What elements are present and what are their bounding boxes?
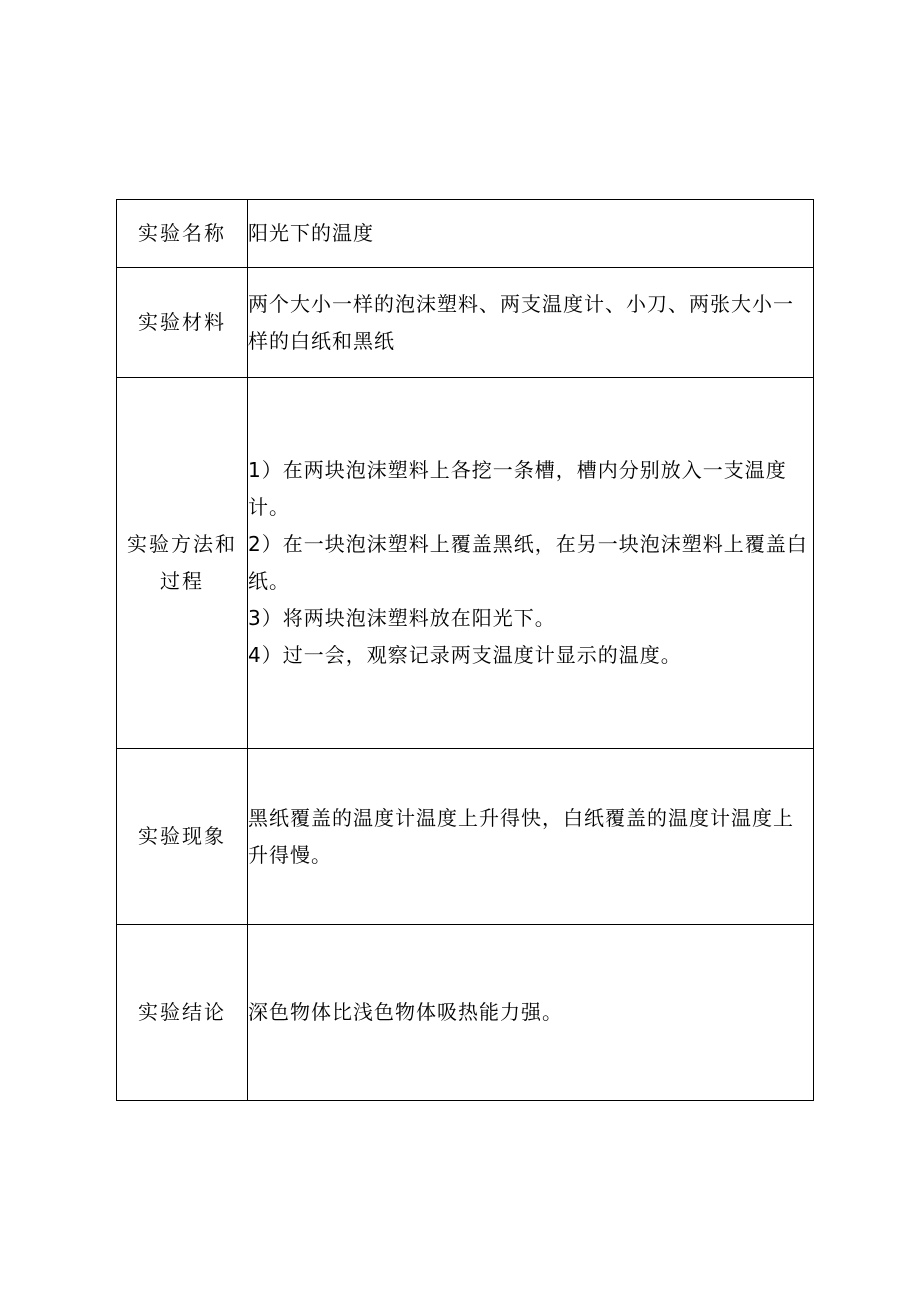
method-step: 3）将两块泡沫塑料放在阳光下。	[248, 606, 556, 630]
table-row-phenomenon	[117, 749, 814, 925]
label-experiment-materials: 实验材料	[117, 268, 248, 378]
table-row-conclusion	[117, 925, 814, 1101]
table-row-materials	[117, 268, 814, 378]
value-experiment-phenomenon: 黑纸覆盖的温度计温度上升得快，白纸覆盖的温度计温度上升得慢。	[248, 749, 814, 925]
label-experiment-conclusion: 实验结论	[117, 925, 248, 1101]
method-step: 4）过一会，观察记录两支温度计显示的温度。	[248, 643, 682, 667]
table-row-method	[117, 378, 814, 749]
value-experiment-conclusion: 深色物体比浅色物体吸热能力强。	[248, 925, 814, 1101]
label-experiment-name: 实验名称	[117, 200, 248, 268]
value-experiment-method	[248, 378, 814, 749]
value-experiment-materials: 两个大小一样的泡沫塑料、两支温度计、小刀、两张大小一样的白纸和黑纸	[248, 268, 814, 378]
label-experiment-phenomenon: 实验现象	[117, 749, 248, 925]
method-step: 1）在两块泡沫塑料上各挖一条槽，槽内分别放入一支温度计。	[248, 458, 787, 519]
experiment-record-table	[116, 199, 814, 1101]
table-row-name	[117, 200, 814, 268]
label-experiment-method: 实验方法和过程	[117, 378, 248, 749]
value-experiment-name: 阳光下的温度	[248, 200, 814, 268]
method-step: 2）在一块泡沫塑料上覆盖黑纸，在另一块泡沫塑料上覆盖白纸。	[248, 532, 808, 593]
